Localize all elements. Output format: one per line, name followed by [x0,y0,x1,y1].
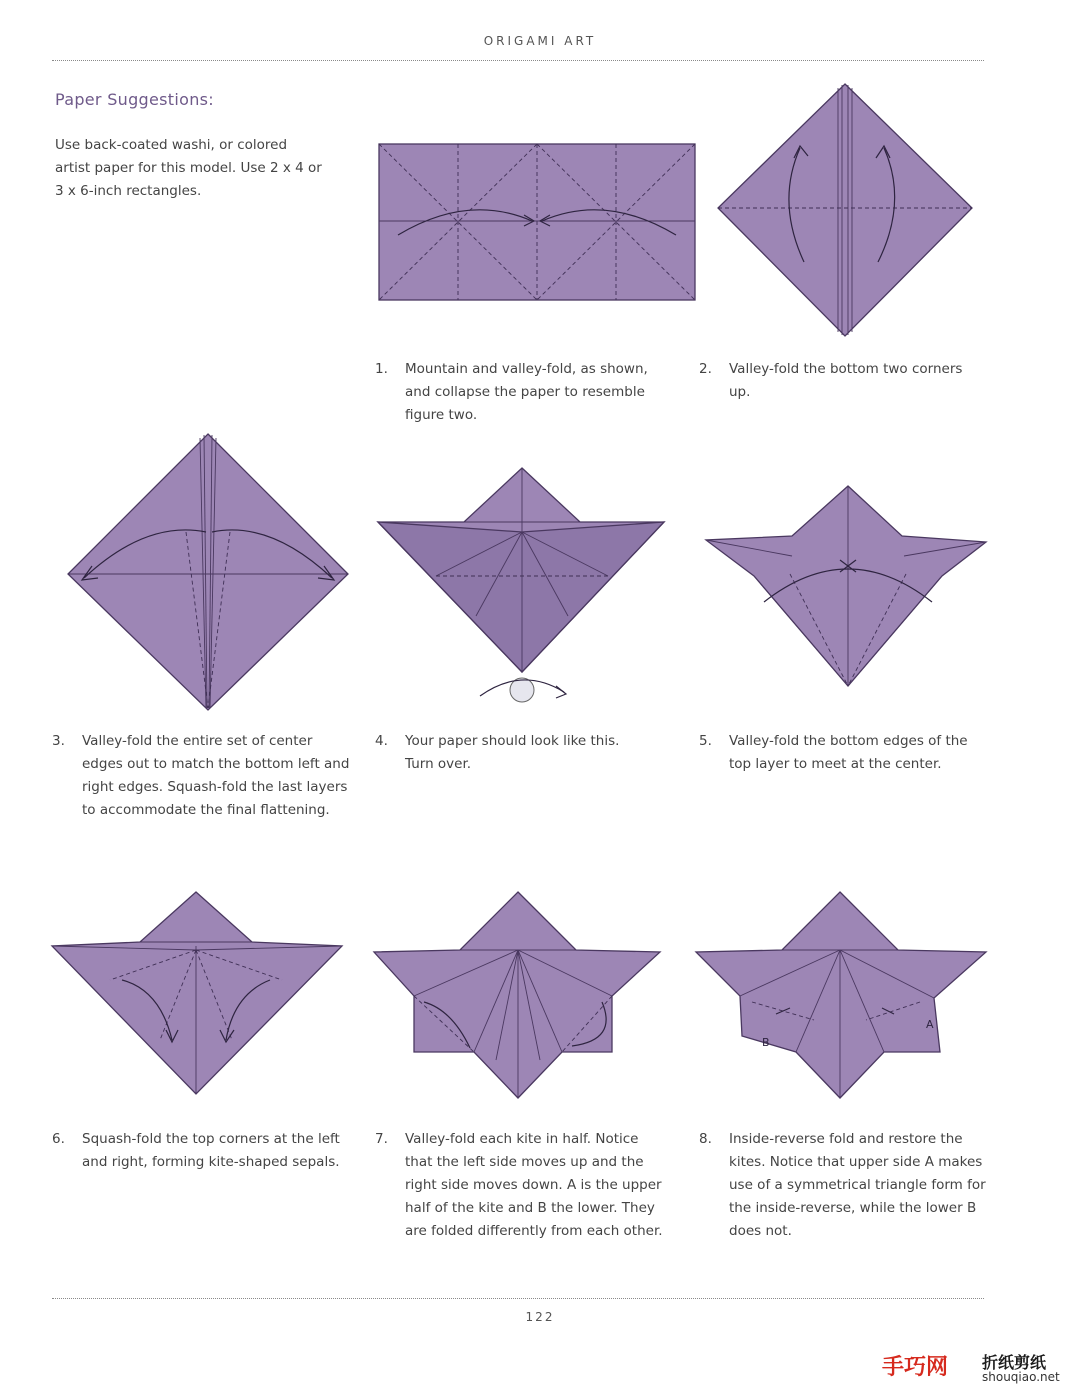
step-7-number: 7. [375,1131,388,1147]
running-header: ORIGAMI ART [483,34,597,48]
figure-8-diagram [694,890,990,1102]
label-b: B [762,1036,770,1049]
step-8-text: Inside-reverse fold and restore the kites. Notice that upper side A makes use of a symmetrical triangle form for the inside-reverse, while the lower B does not. [729,1131,986,1239]
figure-6-diagram [50,890,344,1096]
step-5-text: Valley-fold the bottom edges of the top layer to meet at the center. [729,733,968,772]
step-7-text: Valley-fold each kite in half. Notice that the left side moves up and the right side moves down. A is the upper half of the kite and B the lower. They are folded differently from each other. [405,1131,663,1239]
step-1-number: 1. [375,361,388,377]
step-3-number: 3. [52,733,65,749]
page-number: 122 [525,1310,555,1324]
figure-1-diagram [378,143,696,301]
figure-3-diagram [66,432,350,712]
step-3-text: Valley-fold the entire set of center edges out to match the bottom left and right edges. Squash-fold the last layers to accommodate the final flattening. [82,733,350,818]
figure-4-diagram [376,466,666,706]
step-7 [375,1128,670,1268]
figure-2-diagram [716,82,974,340]
step-5 [699,730,994,780]
step-8 [699,1128,994,1246]
paper-suggestions-title: Paper Suggestions: [55,90,214,109]
watermark-subtitle: 折纸剪纸 [982,1353,1047,1372]
step-4 [375,730,655,780]
step-2-number: 2. [699,361,712,377]
step-2-text: Valley-fold the bottom two corners up. [729,361,963,400]
step-8-number: 8. [699,1131,712,1147]
watermark-url: shouqiao.net [982,1370,1060,1384]
watermark-logo [882,1348,1060,1388]
step-1 [375,358,670,430]
paper-suggestions-text: Use back-coated washi, or colored artist paper for this model. Use 2 x 4 or 3 x 6-inch rectangles. [55,137,322,199]
figure-7-diagram [372,890,664,1102]
figure-5-diagram [702,484,988,688]
step-6-number: 6. [52,1131,65,1147]
step-6-text: Squash-fold the top corners at the left and right, forming kite-shaped sepals. [82,1131,340,1170]
watermark-brand: 手巧网 [882,1355,949,1380]
step-6 [52,1128,352,1200]
label-a: A [926,1018,934,1031]
step-4-text: Your paper should look like this. Turn over. [405,733,620,772]
step-5-number: 5. [699,733,712,749]
step-2 [699,358,989,408]
step-4-number: 4. [375,733,388,749]
footer-divider [52,1298,984,1299]
header-divider [52,60,984,61]
step-1-text: Mountain and valley-fold, as shown, and collapse the paper to resemble figure two. [405,361,648,423]
step-3 [52,730,352,848]
